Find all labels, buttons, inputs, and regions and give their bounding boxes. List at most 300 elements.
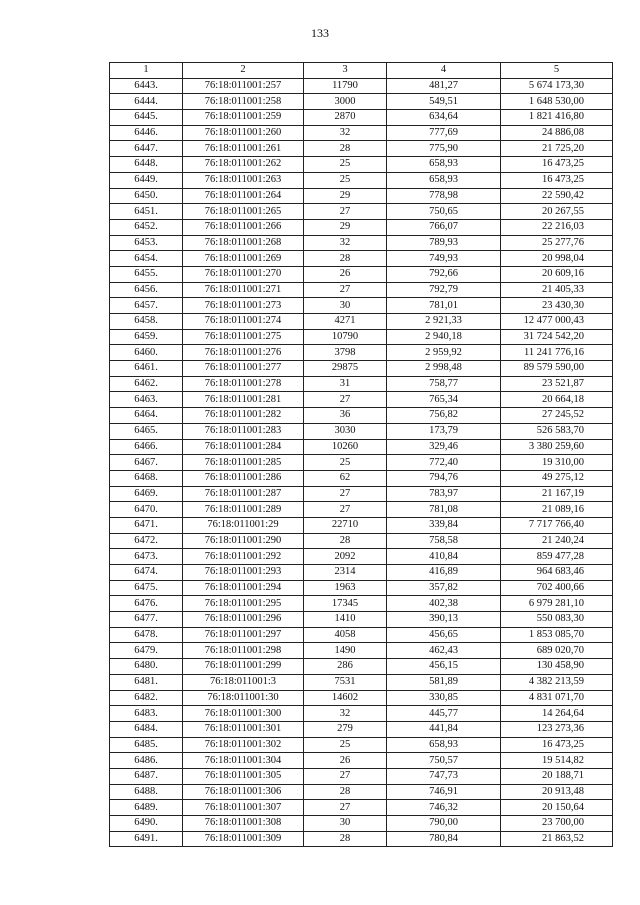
table-row bbox=[110, 298, 613, 314]
value-cell: 123 273,36 bbox=[501, 721, 613, 737]
cadastral-number-cell: 76:18:011001:263 bbox=[183, 172, 304, 188]
area-cell: 2092 bbox=[304, 549, 387, 565]
cadastral-number-cell: 76:18:011001:30 bbox=[183, 690, 304, 706]
cadastral-number-cell: 76:18:011001:301 bbox=[183, 721, 304, 737]
row-number-cell: 6449. bbox=[110, 172, 183, 188]
table-row bbox=[110, 329, 613, 345]
row-number-cell: 6476. bbox=[110, 596, 183, 612]
table-row bbox=[110, 706, 613, 722]
row-number-cell: 6474. bbox=[110, 565, 183, 581]
area-cell: 10790 bbox=[304, 329, 387, 345]
value-cell: 23 521,87 bbox=[501, 376, 613, 392]
area-cell: 1490 bbox=[304, 643, 387, 659]
value-cell: 702 400,66 bbox=[501, 580, 613, 596]
page-number: 133 bbox=[311, 26, 329, 40]
value-cell: 21 725,20 bbox=[501, 141, 613, 157]
rate-cell: 777,69 bbox=[387, 125, 501, 141]
data-table bbox=[109, 62, 613, 847]
area-cell: 28 bbox=[304, 533, 387, 549]
rate-cell: 766,07 bbox=[387, 219, 501, 235]
row-number-cell: 6451. bbox=[110, 204, 183, 220]
value-cell: 859 477,28 bbox=[501, 549, 613, 565]
area-cell: 31 bbox=[304, 376, 387, 392]
table-row bbox=[110, 439, 613, 455]
rate-cell: 756,82 bbox=[387, 408, 501, 424]
row-number-cell: 6444. bbox=[110, 94, 183, 110]
rate-cell: 330,85 bbox=[387, 690, 501, 706]
rate-cell: 2 959,92 bbox=[387, 345, 501, 361]
table-row bbox=[110, 753, 613, 769]
area-cell: 17345 bbox=[304, 596, 387, 612]
table-row bbox=[110, 643, 613, 659]
cadastral-number-cell: 76:18:011001:297 bbox=[183, 627, 304, 643]
row-number-cell: 6489. bbox=[110, 800, 183, 816]
row-number-cell: 6473. bbox=[110, 549, 183, 565]
cadastral-number-cell: 76:18:011001:307 bbox=[183, 800, 304, 816]
value-cell: 21 089,16 bbox=[501, 502, 613, 518]
value-cell: 23 430,30 bbox=[501, 298, 613, 314]
value-cell: 4 831 071,70 bbox=[501, 690, 613, 706]
row-number-cell: 6445. bbox=[110, 110, 183, 126]
rate-cell: 456,65 bbox=[387, 627, 501, 643]
row-number-cell: 6459. bbox=[110, 329, 183, 345]
rate-cell: 747,73 bbox=[387, 768, 501, 784]
cadastral-number-cell: 76:18:011001:269 bbox=[183, 251, 304, 267]
header-row bbox=[110, 63, 613, 79]
value-cell: 1 853 085,70 bbox=[501, 627, 613, 643]
cadastral-number-cell: 76:18:011001:274 bbox=[183, 314, 304, 330]
value-cell: 25 277,76 bbox=[501, 235, 613, 251]
area-cell: 4058 bbox=[304, 627, 387, 643]
table-row bbox=[110, 361, 613, 377]
table-row bbox=[110, 784, 613, 800]
value-cell: 4 382 213,59 bbox=[501, 674, 613, 690]
row-number-cell: 6482. bbox=[110, 690, 183, 706]
table-row bbox=[110, 627, 613, 643]
row-number-cell: 6491. bbox=[110, 831, 183, 847]
row-number-cell: 6466. bbox=[110, 439, 183, 455]
row-number-cell: 6475. bbox=[110, 580, 183, 596]
row-number-cell: 6461. bbox=[110, 361, 183, 377]
cadastral-number-cell: 76:18:011001:275 bbox=[183, 329, 304, 345]
rate-cell: 781,01 bbox=[387, 298, 501, 314]
table-row bbox=[110, 282, 613, 298]
area-cell: 26 bbox=[304, 753, 387, 769]
cadastral-number-cell: 76:18:011001:264 bbox=[183, 188, 304, 204]
table-row bbox=[110, 125, 613, 141]
cadastral-number-cell: 76:18:011001:266 bbox=[183, 219, 304, 235]
cadastral-number-cell: 76:18:011001:283 bbox=[183, 423, 304, 439]
cadastral-number-cell: 76:18:011001:293 bbox=[183, 565, 304, 581]
area-cell: 10260 bbox=[304, 439, 387, 455]
row-number-cell: 6452. bbox=[110, 219, 183, 235]
cadastral-number-cell: 76:18:011001:276 bbox=[183, 345, 304, 361]
rate-cell: 758,58 bbox=[387, 533, 501, 549]
rate-cell: 441,84 bbox=[387, 721, 501, 737]
row-number-cell: 6483. bbox=[110, 706, 183, 722]
value-cell: 550 083,30 bbox=[501, 612, 613, 628]
table-row bbox=[110, 517, 613, 533]
rate-cell: 658,93 bbox=[387, 737, 501, 753]
cadastral-number-cell: 76:18:011001:258 bbox=[183, 94, 304, 110]
rate-cell: 329,46 bbox=[387, 439, 501, 455]
row-number-cell: 6478. bbox=[110, 627, 183, 643]
rate-cell: 2 998,48 bbox=[387, 361, 501, 377]
cadastral-number-cell: 76:18:011001:289 bbox=[183, 502, 304, 518]
area-cell: 27 bbox=[304, 800, 387, 816]
rate-cell: 792,79 bbox=[387, 282, 501, 298]
area-cell: 1963 bbox=[304, 580, 387, 596]
rate-cell: 2 940,18 bbox=[387, 329, 501, 345]
value-cell: 6 979 281,10 bbox=[501, 596, 613, 612]
area-cell: 62 bbox=[304, 470, 387, 486]
value-cell: 20 188,71 bbox=[501, 768, 613, 784]
rate-cell: 781,08 bbox=[387, 502, 501, 518]
row-number-cell: 6448. bbox=[110, 157, 183, 173]
column-header-2: 2 bbox=[183, 63, 304, 79]
table-body bbox=[110, 78, 613, 847]
row-number-cell: 6477. bbox=[110, 612, 183, 628]
rate-cell: 416,89 bbox=[387, 565, 501, 581]
rate-cell: 357,82 bbox=[387, 580, 501, 596]
row-number-cell: 6484. bbox=[110, 721, 183, 737]
area-cell: 27 bbox=[304, 392, 387, 408]
row-number-cell: 6455. bbox=[110, 266, 183, 282]
value-cell: 1 648 530,00 bbox=[501, 94, 613, 110]
value-cell: 1 821 416,80 bbox=[501, 110, 613, 126]
cadastral-number-cell: 76:18:011001:292 bbox=[183, 549, 304, 565]
row-number-cell: 6481. bbox=[110, 674, 183, 690]
area-cell: 29 bbox=[304, 188, 387, 204]
row-number-cell: 6470. bbox=[110, 502, 183, 518]
area-cell: 36 bbox=[304, 408, 387, 424]
table-row bbox=[110, 78, 613, 94]
cadastral-number-cell: 76:18:011001:300 bbox=[183, 706, 304, 722]
table-row bbox=[110, 596, 613, 612]
value-cell: 19 514,82 bbox=[501, 753, 613, 769]
value-cell: 27 245,52 bbox=[501, 408, 613, 424]
row-number-cell: 6450. bbox=[110, 188, 183, 204]
cadastral-number-cell: 76:18:011001:304 bbox=[183, 753, 304, 769]
cadastral-number-cell: 76:18:011001:259 bbox=[183, 110, 304, 126]
table-row bbox=[110, 612, 613, 628]
cadastral-number-cell: 76:18:011001:278 bbox=[183, 376, 304, 392]
row-number-cell: 6472. bbox=[110, 533, 183, 549]
cadastral-number-cell: 76:18:011001:299 bbox=[183, 659, 304, 675]
table-row bbox=[110, 110, 613, 126]
value-cell: 22 216,03 bbox=[501, 219, 613, 235]
area-cell: 25 bbox=[304, 455, 387, 471]
rate-cell: 765,34 bbox=[387, 392, 501, 408]
table-row bbox=[110, 565, 613, 581]
table-row bbox=[110, 94, 613, 110]
area-cell: 26 bbox=[304, 266, 387, 282]
area-cell: 28 bbox=[304, 251, 387, 267]
rate-cell: 750,57 bbox=[387, 753, 501, 769]
area-cell: 22710 bbox=[304, 517, 387, 533]
cadastral-number-cell: 76:18:011001:257 bbox=[183, 78, 304, 94]
column-header-5: 5 bbox=[501, 63, 613, 79]
row-number-cell: 6454. bbox=[110, 251, 183, 267]
area-cell: 2314 bbox=[304, 565, 387, 581]
cadastral-number-cell: 76:18:011001:286 bbox=[183, 470, 304, 486]
table-row bbox=[110, 345, 613, 361]
cadastral-number-cell: 76:18:011001:277 bbox=[183, 361, 304, 377]
value-cell: 20 267,55 bbox=[501, 204, 613, 220]
cadastral-number-cell: 76:18:011001:306 bbox=[183, 784, 304, 800]
column-header-1: 1 bbox=[110, 63, 183, 79]
value-cell: 5 674 173,30 bbox=[501, 78, 613, 94]
area-cell: 27 bbox=[304, 502, 387, 518]
table-row bbox=[110, 580, 613, 596]
row-number-cell: 6480. bbox=[110, 659, 183, 675]
value-cell: 20 609,16 bbox=[501, 266, 613, 282]
row-number-cell: 6479. bbox=[110, 643, 183, 659]
rate-cell: 749,93 bbox=[387, 251, 501, 267]
area-cell: 279 bbox=[304, 721, 387, 737]
area-cell: 28 bbox=[304, 784, 387, 800]
cadastral-number-cell: 76:18:011001:298 bbox=[183, 643, 304, 659]
table-row bbox=[110, 251, 613, 267]
row-number-cell: 6485. bbox=[110, 737, 183, 753]
rate-cell: 339,84 bbox=[387, 517, 501, 533]
rate-cell: 445,77 bbox=[387, 706, 501, 722]
row-number-cell: 6458. bbox=[110, 314, 183, 330]
value-cell: 49 275,12 bbox=[501, 470, 613, 486]
cadastral-number-cell: 76:18:011001:305 bbox=[183, 768, 304, 784]
value-cell: 20 150,64 bbox=[501, 800, 613, 816]
table-row bbox=[110, 737, 613, 753]
area-cell: 29 bbox=[304, 219, 387, 235]
value-cell: 3 380 259,60 bbox=[501, 439, 613, 455]
table-row bbox=[110, 219, 613, 235]
table-row bbox=[110, 768, 613, 784]
rate-cell: 2 921,33 bbox=[387, 314, 501, 330]
area-cell: 14602 bbox=[304, 690, 387, 706]
area-cell: 28 bbox=[304, 141, 387, 157]
cadastral-number-cell: 76:18:011001:290 bbox=[183, 533, 304, 549]
area-cell: 3030 bbox=[304, 423, 387, 439]
row-number-cell: 6446. bbox=[110, 125, 183, 141]
cadastral-number-cell: 76:18:011001:281 bbox=[183, 392, 304, 408]
rate-cell: 794,76 bbox=[387, 470, 501, 486]
cadastral-number-cell: 76:18:011001:265 bbox=[183, 204, 304, 220]
table-row bbox=[110, 235, 613, 251]
table-row bbox=[110, 204, 613, 220]
table-row bbox=[110, 172, 613, 188]
table-row bbox=[110, 392, 613, 408]
value-cell: 16 473,25 bbox=[501, 157, 613, 173]
table-row bbox=[110, 376, 613, 392]
table-row bbox=[110, 408, 613, 424]
rate-cell: 790,00 bbox=[387, 816, 501, 832]
area-cell: 25 bbox=[304, 172, 387, 188]
area-cell: 27 bbox=[304, 768, 387, 784]
rate-cell: 581,89 bbox=[387, 674, 501, 690]
row-number-cell: 6488. bbox=[110, 784, 183, 800]
column-header-4: 4 bbox=[387, 63, 501, 79]
cadastral-number-cell: 76:18:011001:295 bbox=[183, 596, 304, 612]
cadastral-number-cell: 76:18:011001:262 bbox=[183, 157, 304, 173]
cadastral-number-cell: 76:18:011001:309 bbox=[183, 831, 304, 847]
row-number-cell: 6453. bbox=[110, 235, 183, 251]
row-number-cell: 6457. bbox=[110, 298, 183, 314]
area-cell: 25 bbox=[304, 737, 387, 753]
row-number-cell: 6469. bbox=[110, 486, 183, 502]
row-number-cell: 6447. bbox=[110, 141, 183, 157]
rate-cell: 789,93 bbox=[387, 235, 501, 251]
cadastral-number-cell: 76:18:011001:296 bbox=[183, 612, 304, 628]
area-cell: 29875 bbox=[304, 361, 387, 377]
table-row bbox=[110, 486, 613, 502]
rate-cell: 402,38 bbox=[387, 596, 501, 612]
value-cell: 20 664,18 bbox=[501, 392, 613, 408]
value-cell: 21 863,52 bbox=[501, 831, 613, 847]
value-cell: 21 405,33 bbox=[501, 282, 613, 298]
table-row bbox=[110, 674, 613, 690]
column-header-3: 3 bbox=[304, 63, 387, 79]
value-cell: 20 913,48 bbox=[501, 784, 613, 800]
rate-cell: 772,40 bbox=[387, 455, 501, 471]
cadastral-number-cell: 76:18:011001:260 bbox=[183, 125, 304, 141]
value-cell: 11 241 776,16 bbox=[501, 345, 613, 361]
value-cell: 24 886,08 bbox=[501, 125, 613, 141]
cadastral-number-cell: 76:18:011001:294 bbox=[183, 580, 304, 596]
cadastral-number-cell: 76:18:011001:270 bbox=[183, 266, 304, 282]
rate-cell: 173,79 bbox=[387, 423, 501, 439]
value-cell: 89 579 590,00 bbox=[501, 361, 613, 377]
rate-cell: 775,90 bbox=[387, 141, 501, 157]
area-cell: 3000 bbox=[304, 94, 387, 110]
area-cell: 3798 bbox=[304, 345, 387, 361]
area-cell: 27 bbox=[304, 204, 387, 220]
table-row bbox=[110, 549, 613, 565]
value-cell: 526 583,70 bbox=[501, 423, 613, 439]
table-row bbox=[110, 533, 613, 549]
cadastral-number-cell: 76:18:011001:308 bbox=[183, 816, 304, 832]
table-row bbox=[110, 831, 613, 847]
rate-cell: 549,51 bbox=[387, 94, 501, 110]
table-row bbox=[110, 141, 613, 157]
area-cell: 32 bbox=[304, 235, 387, 251]
row-number-cell: 6443. bbox=[110, 78, 183, 94]
value-cell: 20 998,04 bbox=[501, 251, 613, 267]
cadastral-number-cell: 76:18:011001:302 bbox=[183, 737, 304, 753]
area-cell: 27 bbox=[304, 282, 387, 298]
rate-cell: 410,84 bbox=[387, 549, 501, 565]
cadastral-number-cell: 76:18:011001:285 bbox=[183, 455, 304, 471]
row-number-cell: 6456. bbox=[110, 282, 183, 298]
rate-cell: 456,15 bbox=[387, 659, 501, 675]
cadastral-number-cell: 76:18:011001:284 bbox=[183, 439, 304, 455]
area-cell: 1410 bbox=[304, 612, 387, 628]
rate-cell: 634,64 bbox=[387, 110, 501, 126]
rate-cell: 746,32 bbox=[387, 800, 501, 816]
row-number-cell: 6468. bbox=[110, 470, 183, 486]
row-number-cell: 6471. bbox=[110, 517, 183, 533]
value-cell: 16 473,25 bbox=[501, 172, 613, 188]
cadastral-number-cell: 76:18:011001:3 bbox=[183, 674, 304, 690]
value-cell: 19 310,00 bbox=[501, 455, 613, 471]
table-row bbox=[110, 721, 613, 737]
table-row bbox=[110, 502, 613, 518]
rate-cell: 792,66 bbox=[387, 266, 501, 282]
rate-cell: 750,65 bbox=[387, 204, 501, 220]
value-cell: 689 020,70 bbox=[501, 643, 613, 659]
row-number-cell: 6463. bbox=[110, 392, 183, 408]
rate-cell: 658,93 bbox=[387, 157, 501, 173]
table-row bbox=[110, 659, 613, 675]
table-row bbox=[110, 470, 613, 486]
rate-cell: 758,77 bbox=[387, 376, 501, 392]
cadastral-number-cell: 76:18:011001:29 bbox=[183, 517, 304, 533]
area-cell: 32 bbox=[304, 706, 387, 722]
area-cell: 286 bbox=[304, 659, 387, 675]
table-row bbox=[110, 455, 613, 471]
rate-cell: 778,98 bbox=[387, 188, 501, 204]
row-number-cell: 6467. bbox=[110, 455, 183, 471]
rate-cell: 658,93 bbox=[387, 172, 501, 188]
cadastral-number-cell: 76:18:011001:271 bbox=[183, 282, 304, 298]
table-row bbox=[110, 188, 613, 204]
table-row bbox=[110, 266, 613, 282]
area-cell: 11790 bbox=[304, 78, 387, 94]
rate-cell: 780,84 bbox=[387, 831, 501, 847]
value-cell: 7 717 766,40 bbox=[501, 517, 613, 533]
rate-cell: 390,13 bbox=[387, 612, 501, 628]
row-number-cell: 6462. bbox=[110, 376, 183, 392]
rate-cell: 783,97 bbox=[387, 486, 501, 502]
area-cell: 4271 bbox=[304, 314, 387, 330]
table-row bbox=[110, 423, 613, 439]
row-number-cell: 6460. bbox=[110, 345, 183, 361]
value-cell: 964 683,46 bbox=[501, 565, 613, 581]
area-cell: 30 bbox=[304, 298, 387, 314]
table-row bbox=[110, 690, 613, 706]
table-row bbox=[110, 800, 613, 816]
cadastral-number-cell: 76:18:011001:287 bbox=[183, 486, 304, 502]
value-cell: 14 264,64 bbox=[501, 706, 613, 722]
value-cell: 21 167,19 bbox=[501, 486, 613, 502]
table-row bbox=[110, 816, 613, 832]
value-cell: 31 724 542,20 bbox=[501, 329, 613, 345]
value-cell: 16 473,25 bbox=[501, 737, 613, 753]
row-number-cell: 6464. bbox=[110, 408, 183, 424]
area-cell: 32 bbox=[304, 125, 387, 141]
rate-cell: 481,27 bbox=[387, 78, 501, 94]
area-cell: 25 bbox=[304, 157, 387, 173]
cadastral-number-cell: 76:18:011001:282 bbox=[183, 408, 304, 424]
value-cell: 12 477 000,43 bbox=[501, 314, 613, 330]
area-cell: 2870 bbox=[304, 110, 387, 126]
row-number-cell: 6487. bbox=[110, 768, 183, 784]
area-cell: 27 bbox=[304, 486, 387, 502]
value-cell: 130 458,90 bbox=[501, 659, 613, 675]
area-cell: 7531 bbox=[304, 674, 387, 690]
row-number-cell: 6486. bbox=[110, 753, 183, 769]
area-cell: 28 bbox=[304, 831, 387, 847]
table-row bbox=[110, 157, 613, 173]
cadastral-number-cell: 76:18:011001:273 bbox=[183, 298, 304, 314]
cadastral-number-cell: 76:18:011001:268 bbox=[183, 235, 304, 251]
row-number-cell: 6490. bbox=[110, 816, 183, 832]
table-row bbox=[110, 314, 613, 330]
area-cell: 30 bbox=[304, 816, 387, 832]
cadastral-number-cell: 76:18:011001:261 bbox=[183, 141, 304, 157]
value-cell: 22 590,42 bbox=[501, 188, 613, 204]
value-cell: 23 700,00 bbox=[501, 816, 613, 832]
rate-cell: 746,91 bbox=[387, 784, 501, 800]
